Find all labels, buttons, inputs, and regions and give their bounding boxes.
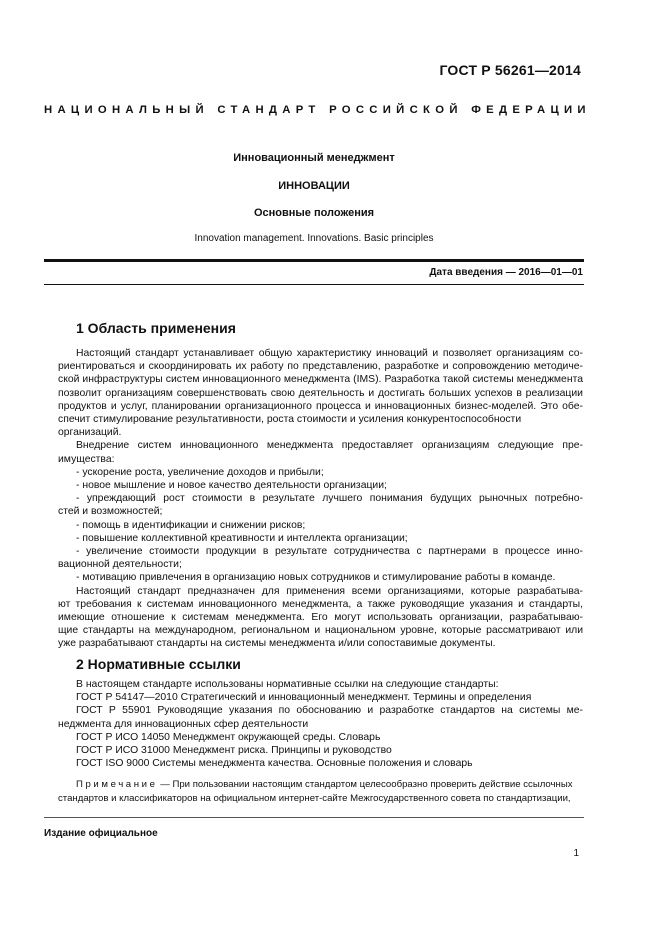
standard-code: ГОСТ Р 56261—2014 — [439, 62, 581, 78]
text-line: риентироваться и скоординировать их работу по представлению, разработке и сопровождению методиче- — [58, 361, 583, 373]
note-line — [58, 778, 583, 792]
text-line: Настоящий стандарт предназначен для применения всеми организациями, которые разрабатыва- — [76, 585, 583, 597]
text-line: Внедрение систем инновационного менеджмента предоставляет организациям следующие пре- — [76, 440, 583, 452]
text-line: Настоящий стандарт устанавливает общую характеристику инноваций и позволяет организациям со- — [76, 348, 583, 359]
list-item: - увеличение стоимости продукции в результате сотрудничества с партнерами в процессе инно- — [76, 546, 583, 558]
national-standard-title: НАЦИОНАЛЬНЫЙ СТАНДАРТ РОССИЙСКОЙ ФЕДЕРАЦИИ — [44, 104, 591, 116]
text-line: ской инфраструктуры систем инновационного менеджмента (IMS). Разработка такой системы менеджмента — [58, 374, 583, 386]
note-line: стандартов и классификаторов на официальном интернет-сайте Межгосударственного совета по стандартизации, — [58, 793, 571, 804]
text-line: неджмента для инновационных сфер деятельности — [58, 718, 309, 730]
reference-item: ГОСТ Р ИСО 31000 Менеджмент риска. Принципы и руководство — [76, 745, 392, 757]
text-line: ют требования к системам инновационного менеджмента, а также руководящие указания и стандарты, — [58, 598, 583, 610]
english-title: Innovation management. Innovations. Basic principles — [194, 233, 434, 244]
section-1-heading: 1 Область применения — [76, 320, 236, 336]
text-line: имеющие отношение к системам менеджмента. Его могут использовать организации, разрабатываю- — [58, 612, 583, 624]
section-1-body — [58, 347, 583, 651]
text-line: позволит организациям совершенствовать свою деятельность и достигать больших успехов в реализации — [58, 387, 583, 399]
thin-divider — [44, 284, 584, 285]
note-label: Примечание — [76, 779, 158, 790]
thick-divider — [44, 259, 584, 262]
reference-item: ГОСТ Р 54147—2010 Стратегический и инновационный менеджмент. Термины и определения — [76, 692, 532, 704]
reference-item: ГОСТ ISO 9000 Системы менеджмента качества. Основные положения и словарь — [76, 758, 473, 770]
text-line: стей и возможностей; — [58, 506, 163, 518]
text-line: щие стандарты на международном, региональном и национальном уровне, которые рассматривают или — [58, 625, 583, 637]
reference-item: ГОСТ Р ИСО 14050 Менеджмент окружающей среды. Словарь — [76, 731, 381, 743]
official-edition-label: Издание официальное — [44, 828, 158, 839]
text-line: В настоящем стандарте использованы нормативные ссылки на следующие стандарты: — [76, 679, 499, 690]
list-item: - повышение коллективной креативности и интеллекта организации; — [76, 532, 408, 544]
footer-divider — [44, 817, 584, 818]
text-line: спечит стимулирование результативности, роста стоимости и усиления конкурентоспособности организаций. — [58, 414, 522, 439]
text-line: вационной деятельности; — [58, 559, 182, 571]
text-line: имущества: — [58, 453, 115, 465]
title-line-2: ИННОВАЦИИ — [278, 180, 350, 192]
title-line-3: Основные положения — [253, 207, 375, 219]
introduction-date: Дата введения — 2016—01—01 — [429, 267, 583, 278]
list-item: - упреждающий рост стоимости в результате лучшего понимания будущих рыночных потребно- — [76, 493, 583, 505]
list-item: - новое мышление и новое качество деятельности организации; — [76, 480, 387, 492]
list-item: - ускорение роста, увеличение доходов и прибыли; — [76, 466, 324, 478]
section-2-body — [58, 678, 583, 770]
text-line: уже разрабатывают стандарты на системы менеджмента и/или сопоставимые документы. — [58, 638, 496, 650]
note-block — [58, 778, 583, 806]
section-2-heading: 2 Нормативные ссылки — [76, 656, 241, 672]
list-item: - мотивацию привлечения в организацию новых сотрудников и стимулирование работы в команде. — [76, 572, 556, 584]
reference-item: ГОСТ Р 55901 Руководящие указания по обоснованию и разработке стандартов на системы ме- — [76, 705, 583, 717]
title-line-1: Инновационный менеджмент — [233, 152, 395, 164]
page-number: 1 — [573, 848, 579, 859]
note-text: — При пользовании настоящим стандартом целесообразно проверить действие ссылочных — [157, 779, 573, 790]
text-line: продуктов и услуг, планировании организационного процесса и инновационных бизнес-моделей. Это обе- — [58, 400, 583, 412]
list-item: - помощь в идентификации и снижении рисков; — [76, 519, 306, 531]
